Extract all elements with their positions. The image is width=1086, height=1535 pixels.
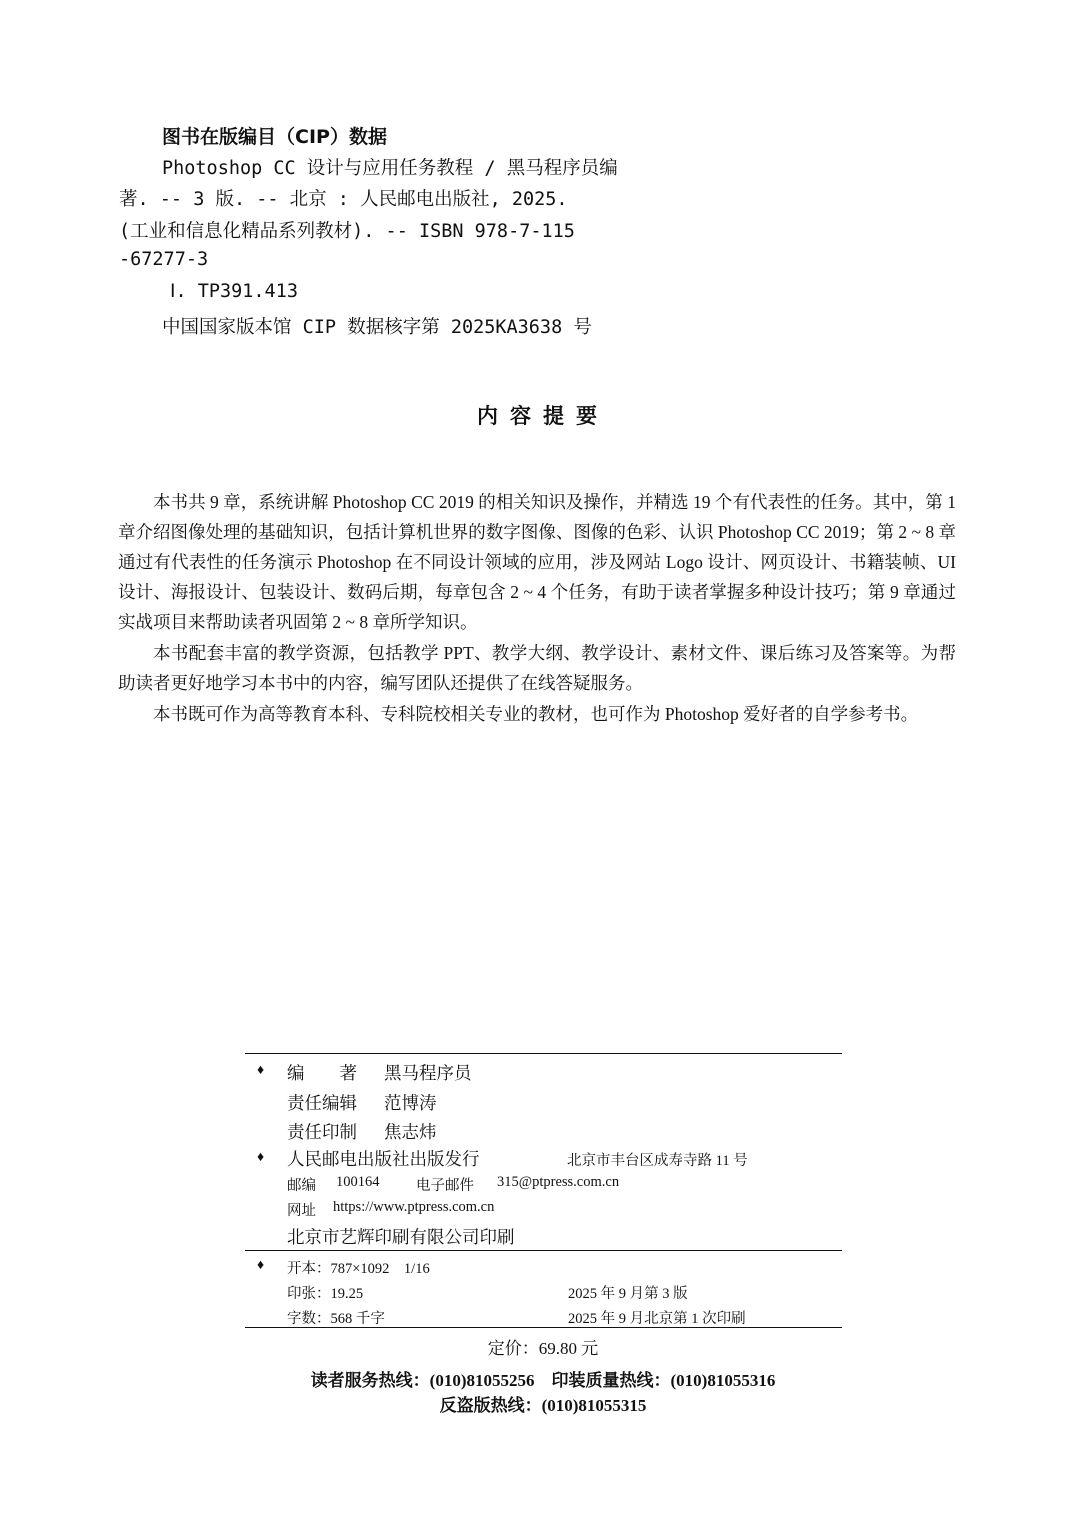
imprint-middle-rule (245, 1250, 842, 1251)
bullet-diamond-icon: ♦ (257, 1063, 265, 1078)
imprint-bottom-rule (245, 1327, 842, 1328)
cip-title: 图书在版编目（CIP）数据 (162, 126, 387, 148)
postcode-label: 邮编 (287, 1178, 316, 1194)
cip-line: Photoshop CC 设计与应用任务教程 / 黑马程序员编 (162, 158, 618, 179)
author-label: 编 著 (287, 1063, 357, 1083)
editor-value: 范博涛 (384, 1093, 437, 1113)
cip-record-number: 中国国家版本馆 CIP 数据核字第 2025KA3638 号 (162, 317, 592, 338)
cip-line: -67277-3 (119, 249, 209, 270)
cip-classification: Ⅰ. TP391.413 (170, 281, 298, 302)
summary-paragraph: 本书配套丰富的教学资源，包括教学 PPT、教学大纲、教学设计、素材文件、课后练习及答案等。为帮助读者更好地学习本书中的内容，编写团队还提供了在线答疑服务。 (118, 643, 956, 693)
website-value: https://www.ptpress.com.cn (333, 1199, 495, 1215)
bullet-diamond-icon: ♦ (257, 1150, 265, 1165)
imprint-top-rule (245, 1053, 842, 1054)
hotline-anti-piracy: 反盗版热线：(010)81055315 (439, 1396, 647, 1415)
printer: 北京市艺辉印刷有限公司印刷 (287, 1227, 515, 1247)
publisher-address: 北京市丰台区成寿寺路 11 号 (567, 1153, 748, 1169)
email-value: 315@ptpress.com.cn (497, 1174, 620, 1190)
author-value: 黑马程序员 (384, 1063, 472, 1083)
printing-label: 责任印制 (287, 1122, 357, 1142)
postcode-value: 100164 (336, 1174, 380, 1190)
email-label: 电子邮件 (416, 1178, 474, 1194)
print-run: 2025 年 9 月北京第 1 次印刷 (568, 1311, 746, 1327)
website-label: 网址 (287, 1203, 316, 1219)
summary-paragraph: 本书既可作为高等教育本科、专科院校相关专业的教材，也可作为 Photoshop 爱好者的自学参考书。 (153, 704, 919, 724)
bullet-diamond-icon: ♦ (257, 1258, 265, 1273)
cip-line: 著. -- 3 版. -- 北京 : 人民邮电出版社, 2025. (119, 189, 568, 210)
edition: 2025 年 9 月第 3 版 (568, 1286, 688, 1302)
summary-paragraph: 本书共 9 章，系统讲解 Photoshop CC 2019 的相关知识及操作，并精选 19 个有代表性的任务。其中，第 1 章介绍图像处理的基础知识，包括计算机世界的数字图像、图像的色彩、认识 Photoshop CC 2019；第 2 ~ 8 章通过有代表性的任务演示 Photoshop 在不同设计领域的应用，涉及网站 Logo 设计、网页设计、书籍装帧、UI 设计、海报设计、包装设计、数码后期，每章包含 2 ~ 4 个任务，有助于读者掌握多种设计技巧；第 9 章通过实战项目来帮助读者巩固第 2 ~ 8 章所学知识。 (118, 492, 956, 632)
hotline-service-quality: 读者服务热线：(010)81055256 印装质量热线：(010)81055316 (310, 1371, 776, 1390)
printing-value: 焦志炜 (384, 1122, 437, 1142)
cip-line: (工业和信息化精品系列教材). -- ISBN 978-7-115 (119, 221, 575, 242)
publisher: 人民邮电出版社出版发行 (287, 1149, 480, 1169)
sheets: 印张：19.25 (287, 1286, 364, 1302)
price: 定价：69.80 元 (487, 1339, 599, 1358)
format: 开本：787×1092 1/16 (287, 1261, 430, 1277)
word-count: 字数：568 千字 (287, 1311, 385, 1327)
summary-heading: 内容提要 (477, 404, 609, 428)
editor-label: 责任编辑 (287, 1093, 357, 1113)
